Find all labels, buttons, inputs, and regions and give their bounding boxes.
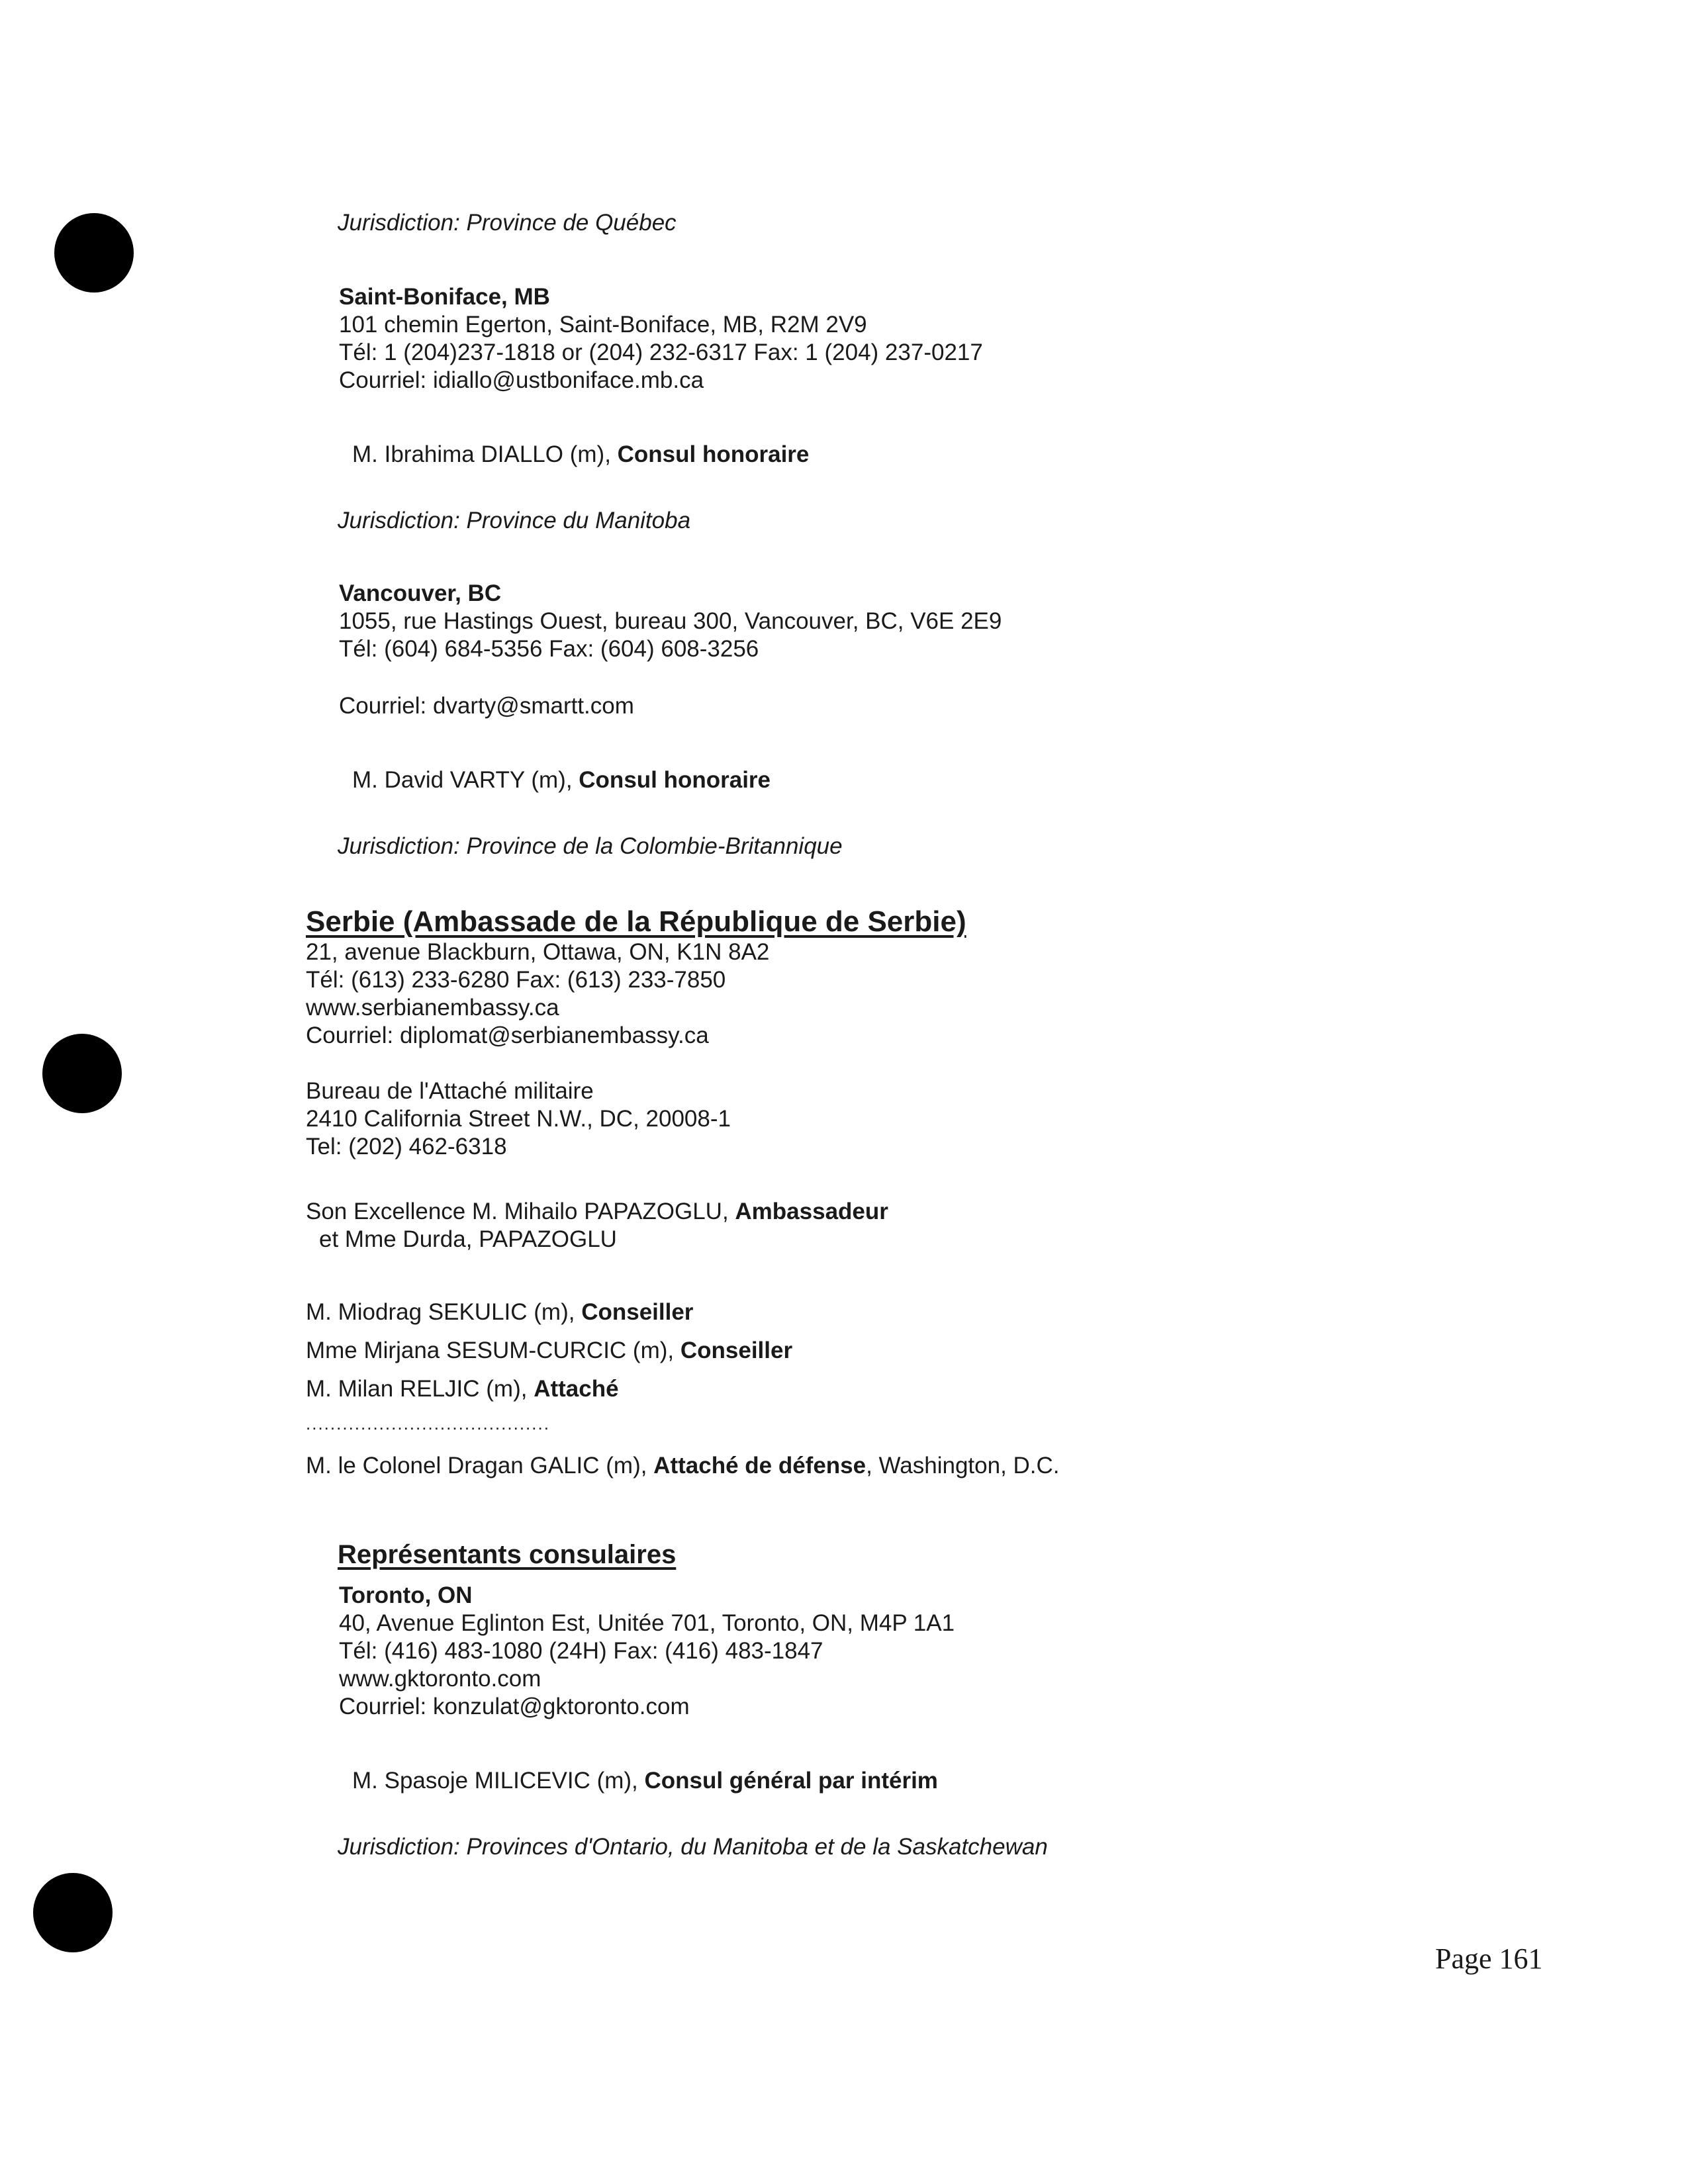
official-title: Consul honoraire (579, 767, 771, 793)
email-toronto: Courriel: konzulat@gktoronto.com (339, 1694, 690, 1719)
staff-sesum-curcic (306, 1337, 792, 1365)
tel-vancouver: Tél: (604) 684-5356 Fax: (604) 608-3256 (339, 636, 759, 662)
web-toronto: www.gktoronto.com (339, 1666, 541, 1692)
official-name: M. Spasoje MILICEVIC (m), (352, 1768, 645, 1794)
ambassador-name: Son Excellence M. Mihailo PAPAZOGLU, (306, 1199, 735, 1224)
ambassador (306, 1198, 888, 1226)
binder-hole-bottom (33, 1873, 113, 1952)
email-vancouver: Courriel: dvarty@smartt.com (339, 693, 634, 719)
binder-hole-top (54, 213, 134, 293)
email-serbie: Courriel: diplomat@serbianembassy.ca (306, 1023, 709, 1048)
tel-serbie: Tél: (613) 233-6280 Fax: (613) 233-7850 (306, 967, 726, 993)
staff-title: Attaché (534, 1376, 619, 1402)
official-milicevic (352, 1767, 938, 1795)
staff-name: Mme Mirjana SESUM-CURCIC (m), (306, 1338, 680, 1363)
address-serbie: 21, avenue Blackburn, Ottawa, ON, K1N 8A2 (306, 939, 770, 965)
tel-toronto: Tél: (416) 483-1080 (24H) Fax: (416) 483-1847 (339, 1638, 823, 1664)
address-vancouver: 1055, rue Hastings Ouest, bureau 300, Vancouver, BC, V6E 2E9 (339, 608, 1002, 634)
official-varty (352, 766, 771, 794)
official-name: M. Ibrahima DIALLO (m), (352, 441, 618, 467)
official-title: Consul général par intérim (644, 1768, 938, 1794)
staff-title: Conseiller (581, 1299, 694, 1325)
staff-reljic (306, 1375, 619, 1403)
jurisdiction-ontario: Jurisdiction: Provinces d'Ontario, du Manitoba et de la Saskatchewan (338, 1834, 1048, 1860)
attache-office: Bureau de l'Attaché militaire (306, 1078, 594, 1104)
jurisdiction-manitoba: Jurisdiction: Province du Manitoba (338, 508, 691, 533)
defense-attache (306, 1452, 1060, 1480)
heading-serbie: Serbie (Ambassade de la République de Serbie) (306, 905, 966, 938)
web-serbie: www.serbianembassy.ca (306, 995, 559, 1021)
staff-name: M. Milan RELJIC (m), (306, 1376, 534, 1402)
staff-title: Conseiller (680, 1338, 793, 1363)
email-saint-boniface: Courriel: idiallo@ustboniface.mb.ca (339, 367, 704, 393)
city-toronto: Toronto, ON (339, 1582, 473, 1608)
ambassador-title: Ambassadeur (735, 1199, 888, 1224)
official-diallo (352, 441, 809, 469)
jurisdiction-colombie-britannique: Jurisdiction: Province de la Colombie-Britannique (338, 833, 843, 859)
dotted-separator: ........................................ (306, 1414, 550, 1433)
attache-address: 2410 California Street N.W., DC, 20008-1 (306, 1106, 731, 1132)
staff-sekulic (306, 1298, 693, 1326)
heading-consular: Représentants consulaires (338, 1540, 677, 1569)
ambassador-spouse: et Mme Durda, PAPAZOGLU (319, 1226, 617, 1252)
official-name: M. David VARTY (m), (352, 767, 579, 793)
binder-hole-middle (42, 1034, 122, 1113)
attache-tel: Tel: (202) 462-6318 (306, 1134, 507, 1160)
page-number: Page 161 (1435, 1942, 1543, 1975)
jurisdiction-quebec: Jurisdiction: Province de Québec (338, 210, 677, 236)
official-title: Consul honoraire (617, 441, 810, 467)
address-saint-boniface: 101 chemin Egerton, Saint-Boniface, MB, R2M 2V9 (339, 312, 867, 338)
city-saint-boniface: Saint-Boniface, MB (339, 284, 550, 310)
tel-saint-boniface: Tél: 1 (204)237-1818 or (204) 232-6317 Fax: 1 (204) 237-0217 (339, 340, 983, 365)
defense-name: M. le Colonel Dragan GALIC (m), (306, 1453, 654, 1479)
staff-name: M. Miodrag SEKULIC (m), (306, 1299, 582, 1325)
address-toronto: 40, Avenue Eglinton Est, Unitée 701, Toronto, ON, M4P 1A1 (339, 1610, 955, 1636)
defense-location: , Washington, D.C. (866, 1453, 1060, 1479)
defense-title: Attaché de défense (653, 1453, 867, 1479)
city-vancouver: Vancouver, BC (339, 580, 502, 606)
